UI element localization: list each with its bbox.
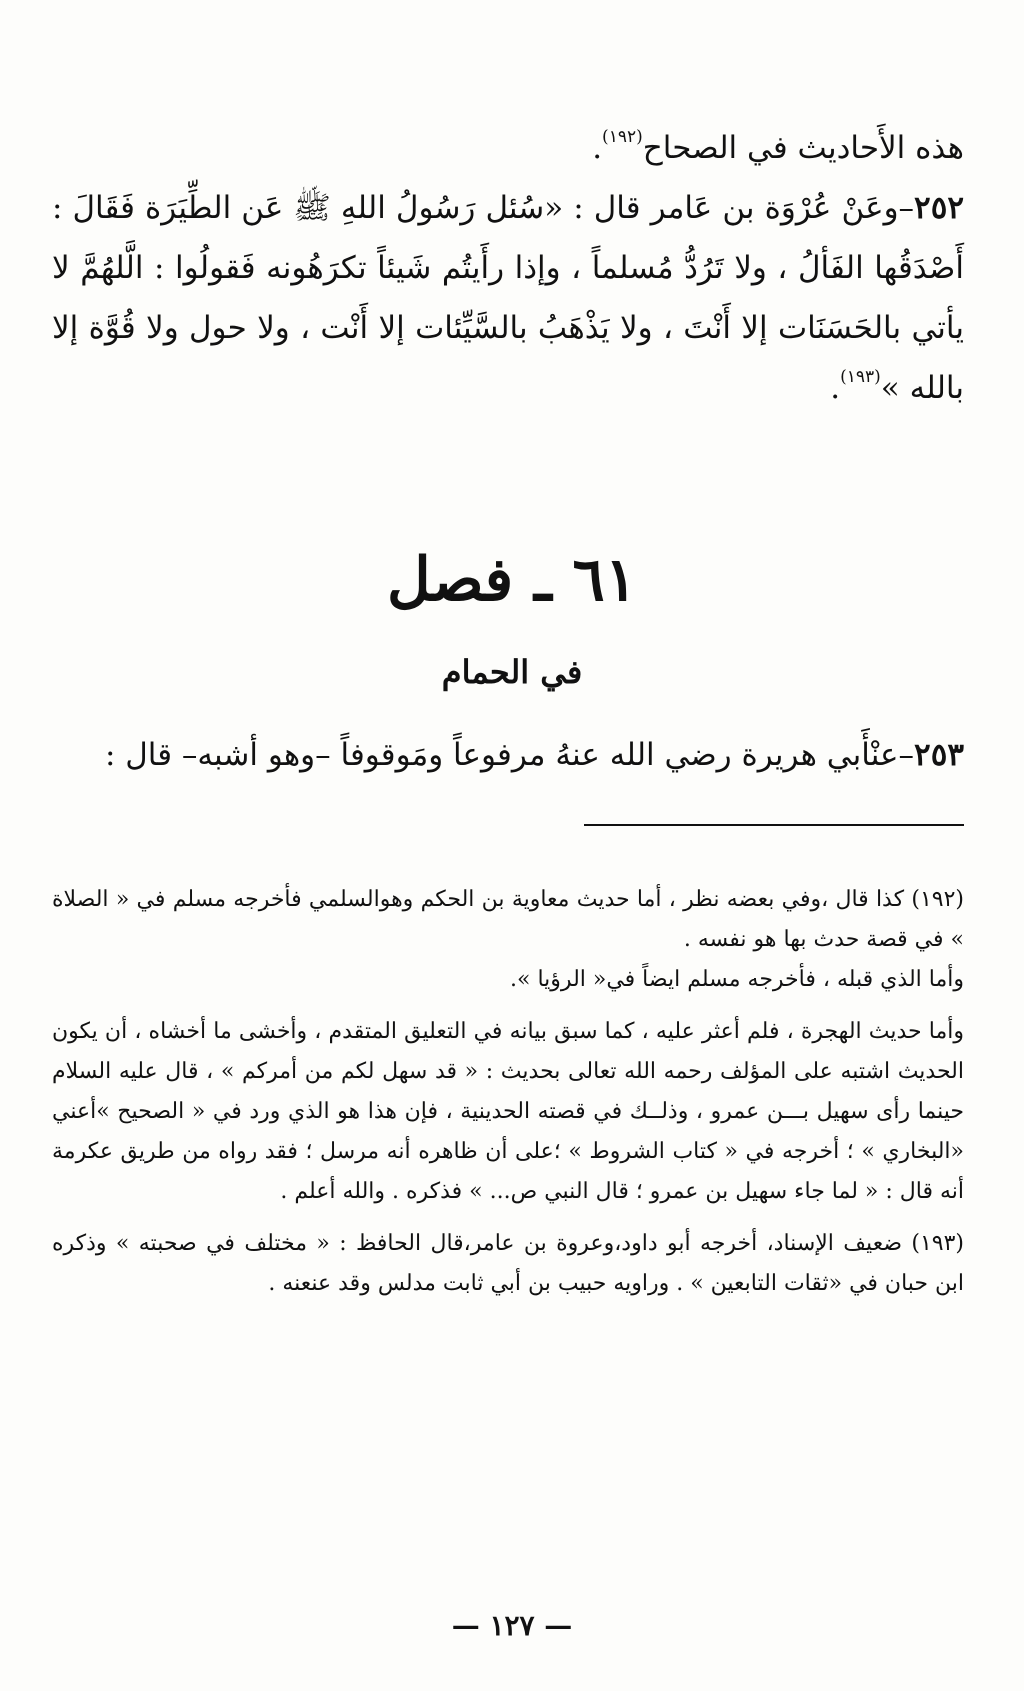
footnote-divider	[584, 824, 964, 826]
footnote-193: (١٩٣) ضعيف الإسناد، أخرجه أبو داود،وعروة بن عامر،قال الحافظ : « مختلف في صحبته » وذكره ابن حبان في «ثقات التابعين » . وراويه حبيب بن أبي ثابت مدلس وقد عنعنه .	[52, 1231, 964, 1296]
section-number: ٦١ ـ	[534, 545, 637, 615]
hadith-text: –وعَنْ عُرْوَة بن عَامر قال : «سُئل رَسُولُ اللهِ ﷺ عَن الطِّيَرَة فَقَالَ : أَصْدَقُها الفَألُ ، ولا تَرُدُّ مُسلماً ، وإذا رأَيتُم شَيئاً تكرَهُونه فَقولُوا : الَّلهُمَّ لا يأتي بالحَسَنَات إلا أَنْتَ ، ولا يَذْهَبُ بالسَّيِّئات إلا أَنْت ، ولا حول ولا قُوَّة إلا بالله »	[52, 190, 964, 406]
footnotes	[52, 880, 964, 1304]
hadith-end: .	[830, 370, 841, 406]
hadith-number: ٢٥٢	[914, 190, 964, 226]
hadith-number: ٢٥٣	[914, 737, 964, 773]
hadith-252	[52, 178, 964, 418]
continuation-end: .	[592, 130, 603, 166]
section-subtitle: في الحمام	[441, 653, 583, 691]
main-text	[52, 118, 964, 418]
footnote-192-part2: وأما الذي قبله ، فأخرجه مسلم ايضاً في« الرؤيا ».	[510, 967, 964, 992]
hadith-253	[52, 730, 964, 780]
footnote-192-part3: وأما حديث الهجرة ، فلم أعثر عليه ، كما سبق بيانه في التعليق المتقدم ، وأخشى ما أخشاه ، أن يكون الحديث اشتبه على المؤلف رحمه الله تعالى بحديث : « قد سهل لكم من أمركم » ، قال عليه السلام حينما رأى سهيل بـــن عمرو ، وذلــك في قصته الحدينية ، فإن هذا هو الذي ورد في « الصحيح »أعني «البخاري » ؛ أخرجه في « كتاب الشروط » ؛على أن ظاهره أنه مرسل ؛ فقد رواه من طريق عكرمة أنه قال : « لما جاء سهيل بن عمرو ؛ قال النبي ص... » فذكره . والله أعلم .	[52, 1019, 964, 1204]
continuation-line	[52, 118, 964, 178]
footnote-192-part1: (١٩٢) كذا قال ،وفي بعضه نظر ، أما حديث معاوية بن الحكم وهوالسلمي فأخرجه مسلم في « الصلاة » في قصة حدث بها هو نفسه .	[52, 887, 964, 952]
footnote-ref-192: (١٩٢)	[602, 127, 643, 147]
footnote-ref-193: (١٩٣)	[840, 367, 881, 387]
section-title: فصل	[387, 545, 514, 615]
continuation-text: هذه الأَحاديث في الصحاح	[642, 130, 964, 166]
hadith-text: –عنْأَبي هريرة رضي الله عنهُ مرفوعاً ومَوقوفاً –وهو أشبه– قال :	[104, 737, 915, 773]
page-number: — ١٢٧ —	[451, 1609, 573, 1642]
section-heading	[0, 540, 1024, 620]
